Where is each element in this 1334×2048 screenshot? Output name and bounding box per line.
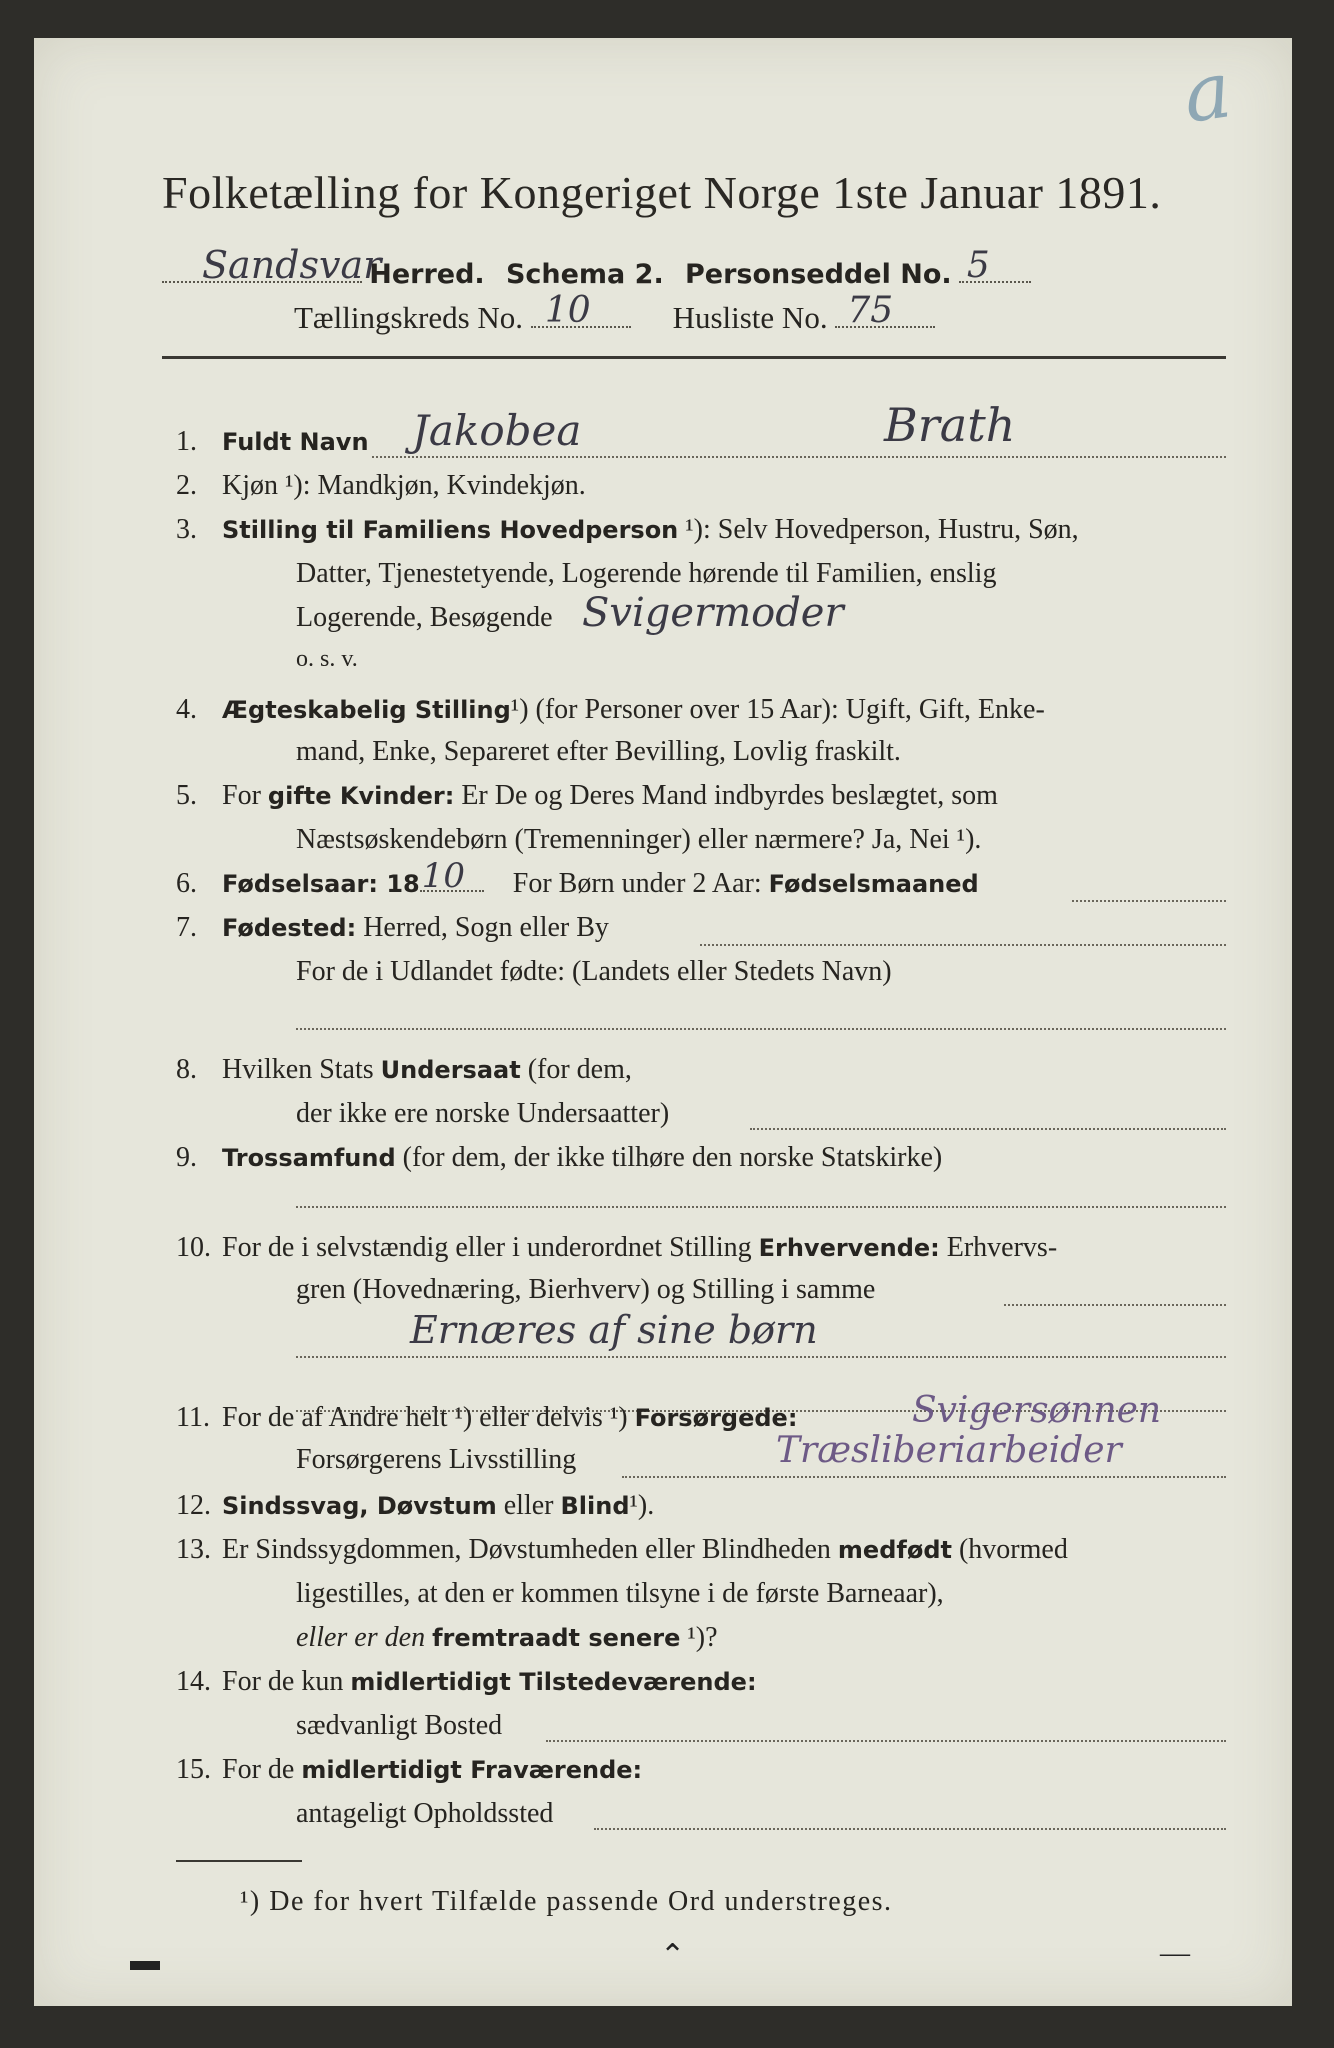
q11-line1: For de af Andre helt ¹) eller delvis ¹) Forsørgede: (222, 1402, 798, 1433)
corner-mark: a (1177, 45, 1237, 141)
personseddel-field (959, 245, 1031, 286)
kreds-value: 10 (544, 290, 591, 331)
q4-line2: mand, Enke, Separeret efter Bevilling, Lovlig fraskilt. (296, 736, 901, 767)
q9-line (296, 1206, 1226, 1208)
q11-line (622, 1476, 1226, 1478)
husliste-label: Husliste No. (672, 300, 828, 335)
schema-label: Schema 2. (505, 259, 664, 290)
q6-month-line (1072, 900, 1226, 902)
q10-number: 10. (176, 1232, 211, 1263)
q13-line2: ligestilles, at den er kommen tilsyne i de første Barneaar), (296, 1578, 944, 1609)
personseddel-value: 5 (966, 245, 990, 286)
q9-line1: Trossamfund (for dem, der ikke tilhøre den norske Statskirke) (222, 1142, 943, 1173)
footnote: ¹) De for hvert Tilfælde passende Ord understreges. (240, 1886, 893, 1917)
q15-line2: antageligt Opholdssted (296, 1798, 554, 1829)
q15-line (594, 1828, 1226, 1830)
q4-number: 4. (176, 694, 197, 725)
census-form-page (34, 38, 1292, 2006)
q7-number: 7. (176, 912, 197, 943)
herred-field (162, 243, 382, 287)
q12-number: 12. (176, 1490, 211, 1521)
q13-line1: Er Sindssygdommen, Døvstumheden eller Blindheden medfødt (hvormed (222, 1534, 1068, 1565)
q1-name-line (372, 456, 1226, 458)
kreds-field (531, 290, 631, 331)
herred-line (162, 243, 1031, 291)
q7-line1: Fødested: Herred, Sogn eller By (222, 912, 609, 943)
kreds-line (294, 290, 935, 336)
q10-line1: For de i selvstændig eller i underordnet Stilling Erhvervende: Erhvervs- (222, 1232, 1058, 1263)
q8-line1: Hvilken Stats Undersaat (for dem, (222, 1054, 632, 1085)
q10-line-b (296, 1356, 1226, 1358)
q5-line2: Næstsøskendebørn (Tremenninger) eller nærmere? Ja, Nei ¹). (296, 824, 982, 855)
q6-line: Fødselsaar: 18 10 For Børn under 2 Aar: Fødselsmaaned (222, 856, 979, 899)
q11-line2: Forsørgerens Livsstilling (296, 1444, 577, 1475)
q12-line: Sindssvag, Døvstum eller Blind¹). (222, 1490, 655, 1521)
q3-line4: o. s. v. (296, 646, 358, 672)
ink-smudge-left-icon: ▬ (130, 1944, 160, 1977)
q3-number: 3. (176, 514, 197, 545)
q1-label: Fuldt Navn (222, 428, 369, 456)
ink-smudge-center-icon: ⌃ (660, 1939, 686, 1972)
q1-last-name: Brath (884, 398, 1016, 452)
q11-number: 11. (176, 1402, 210, 1433)
q8-number: 8. (176, 1054, 197, 1085)
q11-value2: Træsliberiarbeider (776, 1430, 1122, 1471)
q6-number: 6. (176, 868, 197, 899)
q13-number: 13. (176, 1534, 211, 1565)
q4-line1: Ægteskabelig Stilling¹) (for Personer over 15 Aar): Ugift, Gift, Enke- (222, 694, 1045, 725)
q2-number: 2. (176, 470, 197, 501)
ink-smudge-right-icon: — (1160, 1936, 1190, 1969)
q1-number: 1. (176, 426, 197, 457)
q2-label: Kjøn ¹): Mandkjøn, Kvindekjøn. (222, 470, 586, 501)
q10-value: Ernæres af sine børn (410, 1308, 818, 1352)
q8-line (750, 1128, 1226, 1130)
q10-line2: gren (Hovednæring, Bierhverv) og Stilling i samme (296, 1274, 876, 1305)
q7-birthplace-line (700, 944, 1226, 946)
personseddel-label: Personseddel No. (684, 259, 952, 290)
q15-line1: For de midlertidigt Fraværende: (222, 1754, 643, 1785)
q11-value1: Svigersønnen (912, 1390, 1162, 1431)
q14-line (546, 1740, 1226, 1742)
q13-line3: eller er den fremtraadt senere ¹)? (296, 1622, 718, 1653)
q3-line1: Stilling til Familiens Hovedperson ¹): Selv Hovedperson, Hustru, Søn, (222, 514, 1079, 545)
q5-line1: For gifte Kvinder: Er De og Deres Mand indbyrdes beslægtet, som (222, 780, 998, 811)
q8-line2: der ikke ere norske Undersaatter) (296, 1098, 670, 1129)
q3-value: Svigermoder (582, 590, 844, 636)
husliste-field (835, 290, 935, 331)
kreds-label: Tællingskreds No. (294, 300, 524, 335)
q14-line2: sædvanligt Bosted (296, 1710, 503, 1741)
footnote-rule (176, 1860, 302, 1862)
q15-number: 15. (176, 1754, 211, 1785)
q5-number: 5. (176, 780, 197, 811)
q10-line-a (1004, 1304, 1226, 1306)
herred-value: Sandsvar (202, 243, 382, 287)
header-rule (162, 356, 1226, 359)
q1-first-name: Jakobea (412, 406, 582, 455)
q14-line1: For de kun midlertidigt Tilstedeværende: (222, 1666, 757, 1697)
husliste-value: 75 (847, 290, 894, 331)
herred-label: Herred. (369, 259, 485, 290)
q14-number: 14. (176, 1666, 211, 1697)
q7-foreign-line (296, 1028, 1226, 1030)
form-title: Folketælling for Kongeriget Norge 1ste Januar 1891. (162, 167, 1162, 218)
q6-value: 10 (421, 856, 466, 896)
q3-line3: Logerende, Besøgende (296, 602, 553, 633)
q3-line2: Datter, Tjenestetyende, Logerende hørende til Familien, enslig (296, 558, 997, 589)
q7-line2: For de i Udlandet fødte: (Landets eller Stedets Navn) (296, 956, 892, 987)
q9-number: 9. (176, 1142, 197, 1173)
